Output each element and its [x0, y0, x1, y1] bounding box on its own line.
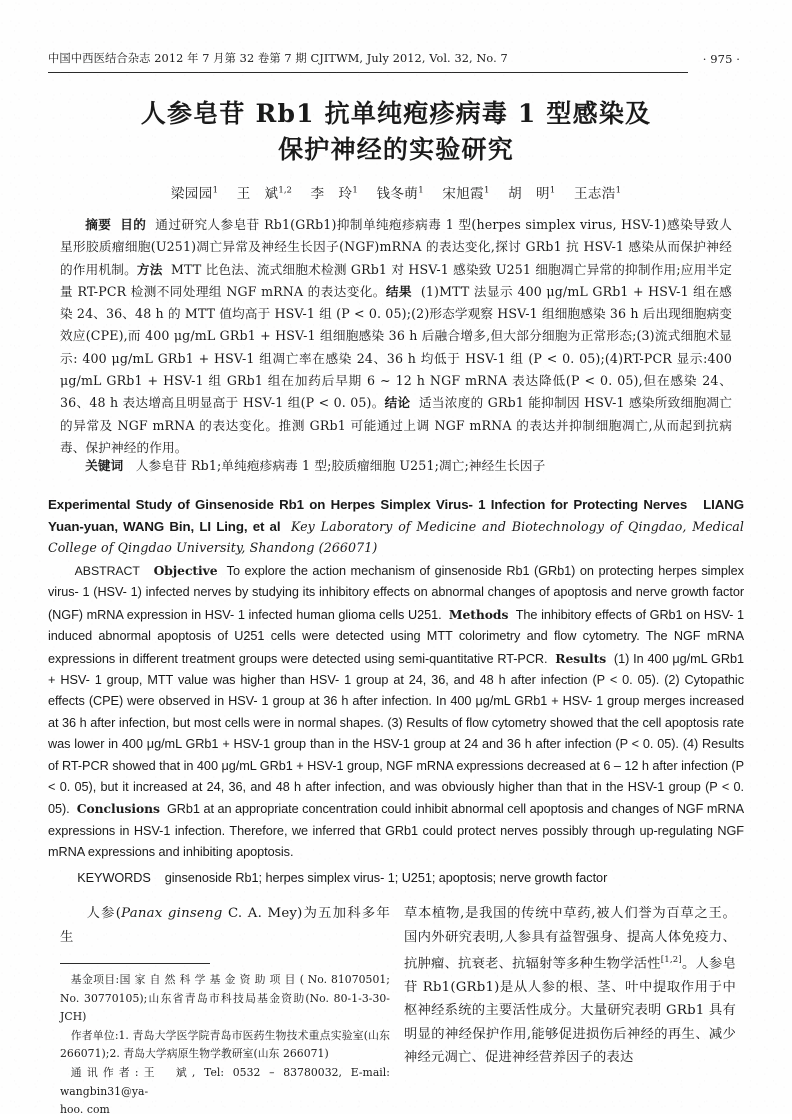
cn-keywords-label: 关键词: [85, 458, 124, 473]
cn-conclusions-text: 适当浓度的 GRb1 能抑制因 HSV-1 感染所致细胞凋亡的异常及 NGF mRNA 的表达变化。推测 GRb1 可能通过上调 NGF mRNA 的表达并抑制细胞凋亡,从而起到抗病毒、保护神经的作用。: [60, 395, 732, 455]
en-conclusions-label: Conclusions: [76, 801, 160, 817]
author: [376, 186, 423, 202]
en-conclusions-text: GRb1 at an appropriate concentration could inhibit abnormal cell apoptosis and changes of NGF mRNA expressions in HSV-1 infection. Therefore, we inferred that GRb1 could protect nerves possibly through up-regulating NGF mRNA expressions and inhibiting apoptosis.: [48, 802, 745, 860]
author-affil-marker: 1,2: [278, 185, 292, 196]
en-results-label: Results: [555, 650, 607, 666]
english-abstract: [48, 560, 744, 864]
author-affil-marker: 1: [418, 185, 424, 196]
page-title: [0, 96, 792, 168]
species-name: Panax ginseng: [121, 906, 223, 921]
author: [574, 186, 621, 202]
footnote-corresponding: 通讯作者:王 斌, Tel: 0532 – 83780032, E-mail: wangbin31@ya-: [60, 1065, 390, 1098]
title-line-2: 保护神经的实验研究: [278, 135, 514, 164]
body-column-left: [60, 902, 390, 1120]
author: [311, 186, 358, 202]
cn-abstract-label: 摘要: [85, 217, 112, 232]
en-abstract-label: ABSTRACT: [74, 564, 140, 578]
author-list: [0, 182, 792, 202]
en-objective-text: To explore the action mechanism of ginsenoside Rb1 (GRb1) on protecting herpes simplex virus- 1 (HSV- 1) infected nerves by studying its inhibitory effects on abnormal changes of apoptosis and nerve growth factor (NGF) mRNA expression in HSV- 1 infected human glioma cells U251.: [48, 564, 744, 622]
english-keywords: [48, 868, 744, 889]
cn-objective-label: 目的: [120, 217, 147, 232]
author-affil-marker: 1: [212, 185, 219, 196]
author-name: 王志浩: [573, 186, 616, 202]
cn-methods-label: 方法: [136, 261, 163, 277]
title-line-1: 人参皂苷 Rb1 抗单纯疱疹病毒 1 型感染及: [140, 99, 652, 128]
author-name: 李 玲: [310, 186, 353, 202]
en-objective-label: Objective: [153, 563, 218, 578]
author: [508, 186, 555, 202]
body-paragraph-right: 草本植物,是我国的传统中草药,被人们誉为百草之王。国内外研究表明,人参具有益智强身、提高人体免疫力、抗肿瘤、抗衰老、抗辐射等多种生物学活性[1,2]。人参皂苷 Rb1(GRb1)是从人参的根、茎、叶中提取作用于中枢神经系统的主要活性成分。大量研究表明 GRb1 具有明显的神经保护作用,能够促进损伤后神经的再生、减少神经元凋亡、促进神经营养因子的表达: [404, 906, 736, 1066]
en-keywords-label: KEYWORDS: [77, 871, 151, 885]
en-methods-label: Methods: [448, 606, 509, 622]
author: [171, 186, 218, 202]
cn-results-text: (1)MTT 法显示 400 μg/mL GRb1 + HSV-1 组在感染 24、36、48 h 的 MTT 值均高于 HSV-1 组 (P < 0. 05);(2)形态学观察 HSV-1 组细胞感染 36 h 后出现细胞病变效应(CPE),而 400 μg/mL GRb1 + HSV-1 组细胞感染 36 h 后融合增多,但大部分细胞为正常形态;(3)流式细胞术显示: 400 μg/mL GRb1 + HSV-1 组凋亡率在感染 24、36 h 均低于 HSV-1 组 (P < 0. 05);(4)RT-PCR 显示:400 μg/mL GRb1 + HSV-1 组 GRb1 组在加药后早期 6 ~ 12 h NGF mRNA 表达降低(P < 0. 05),但在感染 24、36、48 h 表达增高且明显高于 HSV-1 组(P < 0. 05)。: [60, 283, 732, 411]
footnote-affiliation: 作者单位:1. 青岛大学医学院青岛市医药生物技术重点实验室(山东 266071);2. 青岛大学病原生物学教研室(山东 266071): [60, 1028, 390, 1061]
cn-methods-text: MTT 比色法、流式细胞术检测 GRb1 对 HSV-1 感染致 U251 细胞凋亡异常的抑制作用;应用半定量 RT-PCR 检测不同处理组 NGF mRNA 的表达变化。: [60, 261, 732, 299]
running-head-citation: 中国中西医结合杂志 2012 年 7 月第 32 卷第 7 期 CJITWM, July 2012, Vol. 32, No. 7: [48, 52, 508, 65]
chinese-abstract: [60, 214, 732, 459]
footnote-funding: 基金项目:国 家 自 然 科 学 基 金 资 助 项 目 ( No. 81070501; No. 30770105);山东省青岛市科技局基金资助(No. 80-1-3-30-JCH): [60, 973, 390, 1024]
author: [442, 186, 489, 202]
cn-objective-text: 通过研究人参皂苷 Rb1(GRb1)抑制单纯疱疹病毒 1 型(herpes simplex virus, HSV-1)感染导致人星形胶质瘤细胞(U251)凋亡异常及神经生长因子(NGF)mRNA 的表达变化,探讨 GRb1 抗 HSV-1 感染从而保护神经的作用机制。: [60, 217, 732, 277]
footnote-divider: [60, 963, 210, 964]
running-head: [48, 50, 744, 66]
cn-keywords-text: 人参皂苷 Rb1;单纯疱疹病毒 1 型;胶质瘤细胞 U251;凋亡;神经生长因子: [135, 458, 546, 473]
english-affiliation: Key Laboratory of Medicine and Biotechnology of Qingdao, Medical College of Qingdao University, Shandong (266071): [48, 518, 744, 555]
en-keywords-text: ginsenoside Rb1; herpes simplex virus- 1; U251; apoptosis; nerve growth factor: [164, 871, 608, 885]
cn-results-label: 结果: [385, 283, 412, 299]
english-header: [48, 494, 744, 559]
cn-conclusions-label: 结论: [384, 395, 411, 411]
body-paragraph-left: 人参(Panax ginseng C. A. Mey)为五加科多年生: [60, 906, 390, 945]
en-methods-text: The inhibitory effects of GRb1 on HSV- 1 induced abnormal apoptosis of U251 cells were detected using MTT colorimetry and flow cytometry. The NGF mRNA expressions in different treatment groups were detected using semi-quantitative RT-PCR.: [48, 607, 744, 666]
author-name: 钱冬萌: [376, 186, 419, 202]
english-author-list: LIANG Yuan-yuan, WANG Bin, LI Ling, et al: [48, 497, 744, 534]
footnote-block: [60, 971, 390, 1120]
author-affil-marker: 1: [549, 185, 556, 196]
english-title: Experimental Study of Ginsenoside Rb1 on Herpes Simplex Virus- 1 Infection for Protecting Nerves: [48, 497, 688, 512]
citation-marker: [1,2]: [660, 955, 682, 965]
footnote-corresponding-cont: hoo. com: [60, 1103, 110, 1117]
author-name: 王 斌: [236, 186, 279, 202]
body-column-right: [404, 902, 736, 1070]
header-divider: [48, 72, 688, 73]
author-affil-marker: 1: [352, 185, 358, 196]
author: [237, 186, 292, 202]
page-number: · 975 ·: [702, 52, 740, 66]
author-affil-marker: 1: [484, 185, 490, 196]
en-results-text: (1) In 400 μg/mL GRb1 + HSV- 1 group, MTT value was higher than HSV- 1 group at 24, 36, and 48 h after infection (P < 0. 05). (2) Cytopathic effects (CPE) were observed in HSV- 1 group at 36 h after infection. In 400 μg/mL GRb1 + HSV- 1 group merges increased at 36 h after infection, but most cells were in normal shapes. (3) Results of flow cytometry showed that the cell apoptosis rate was lower in 400 μg/mL GRb1 + HSV-1 group than in the HSV-1 group at 24 and 36 h after infection (P < 0. 05). (4) Results of RT-PCR showed that in 400 μg/mL GRb1 + HSV-1 group, NGF mRNA expressions decreased at 6 – 12 h after infection (P < 0. 05), but it increased at 24, 36, and 48 h after infection, and was obviously higher than that in the HSV-1 group (P < 0. 05).: [48, 651, 744, 817]
author-name: 胡 明: [508, 186, 550, 202]
author-name: 宋旭霞: [442, 186, 485, 202]
author-affil-marker: 1: [615, 185, 622, 196]
chinese-keywords: [60, 455, 732, 476]
author-name: 梁园园: [170, 186, 213, 202]
